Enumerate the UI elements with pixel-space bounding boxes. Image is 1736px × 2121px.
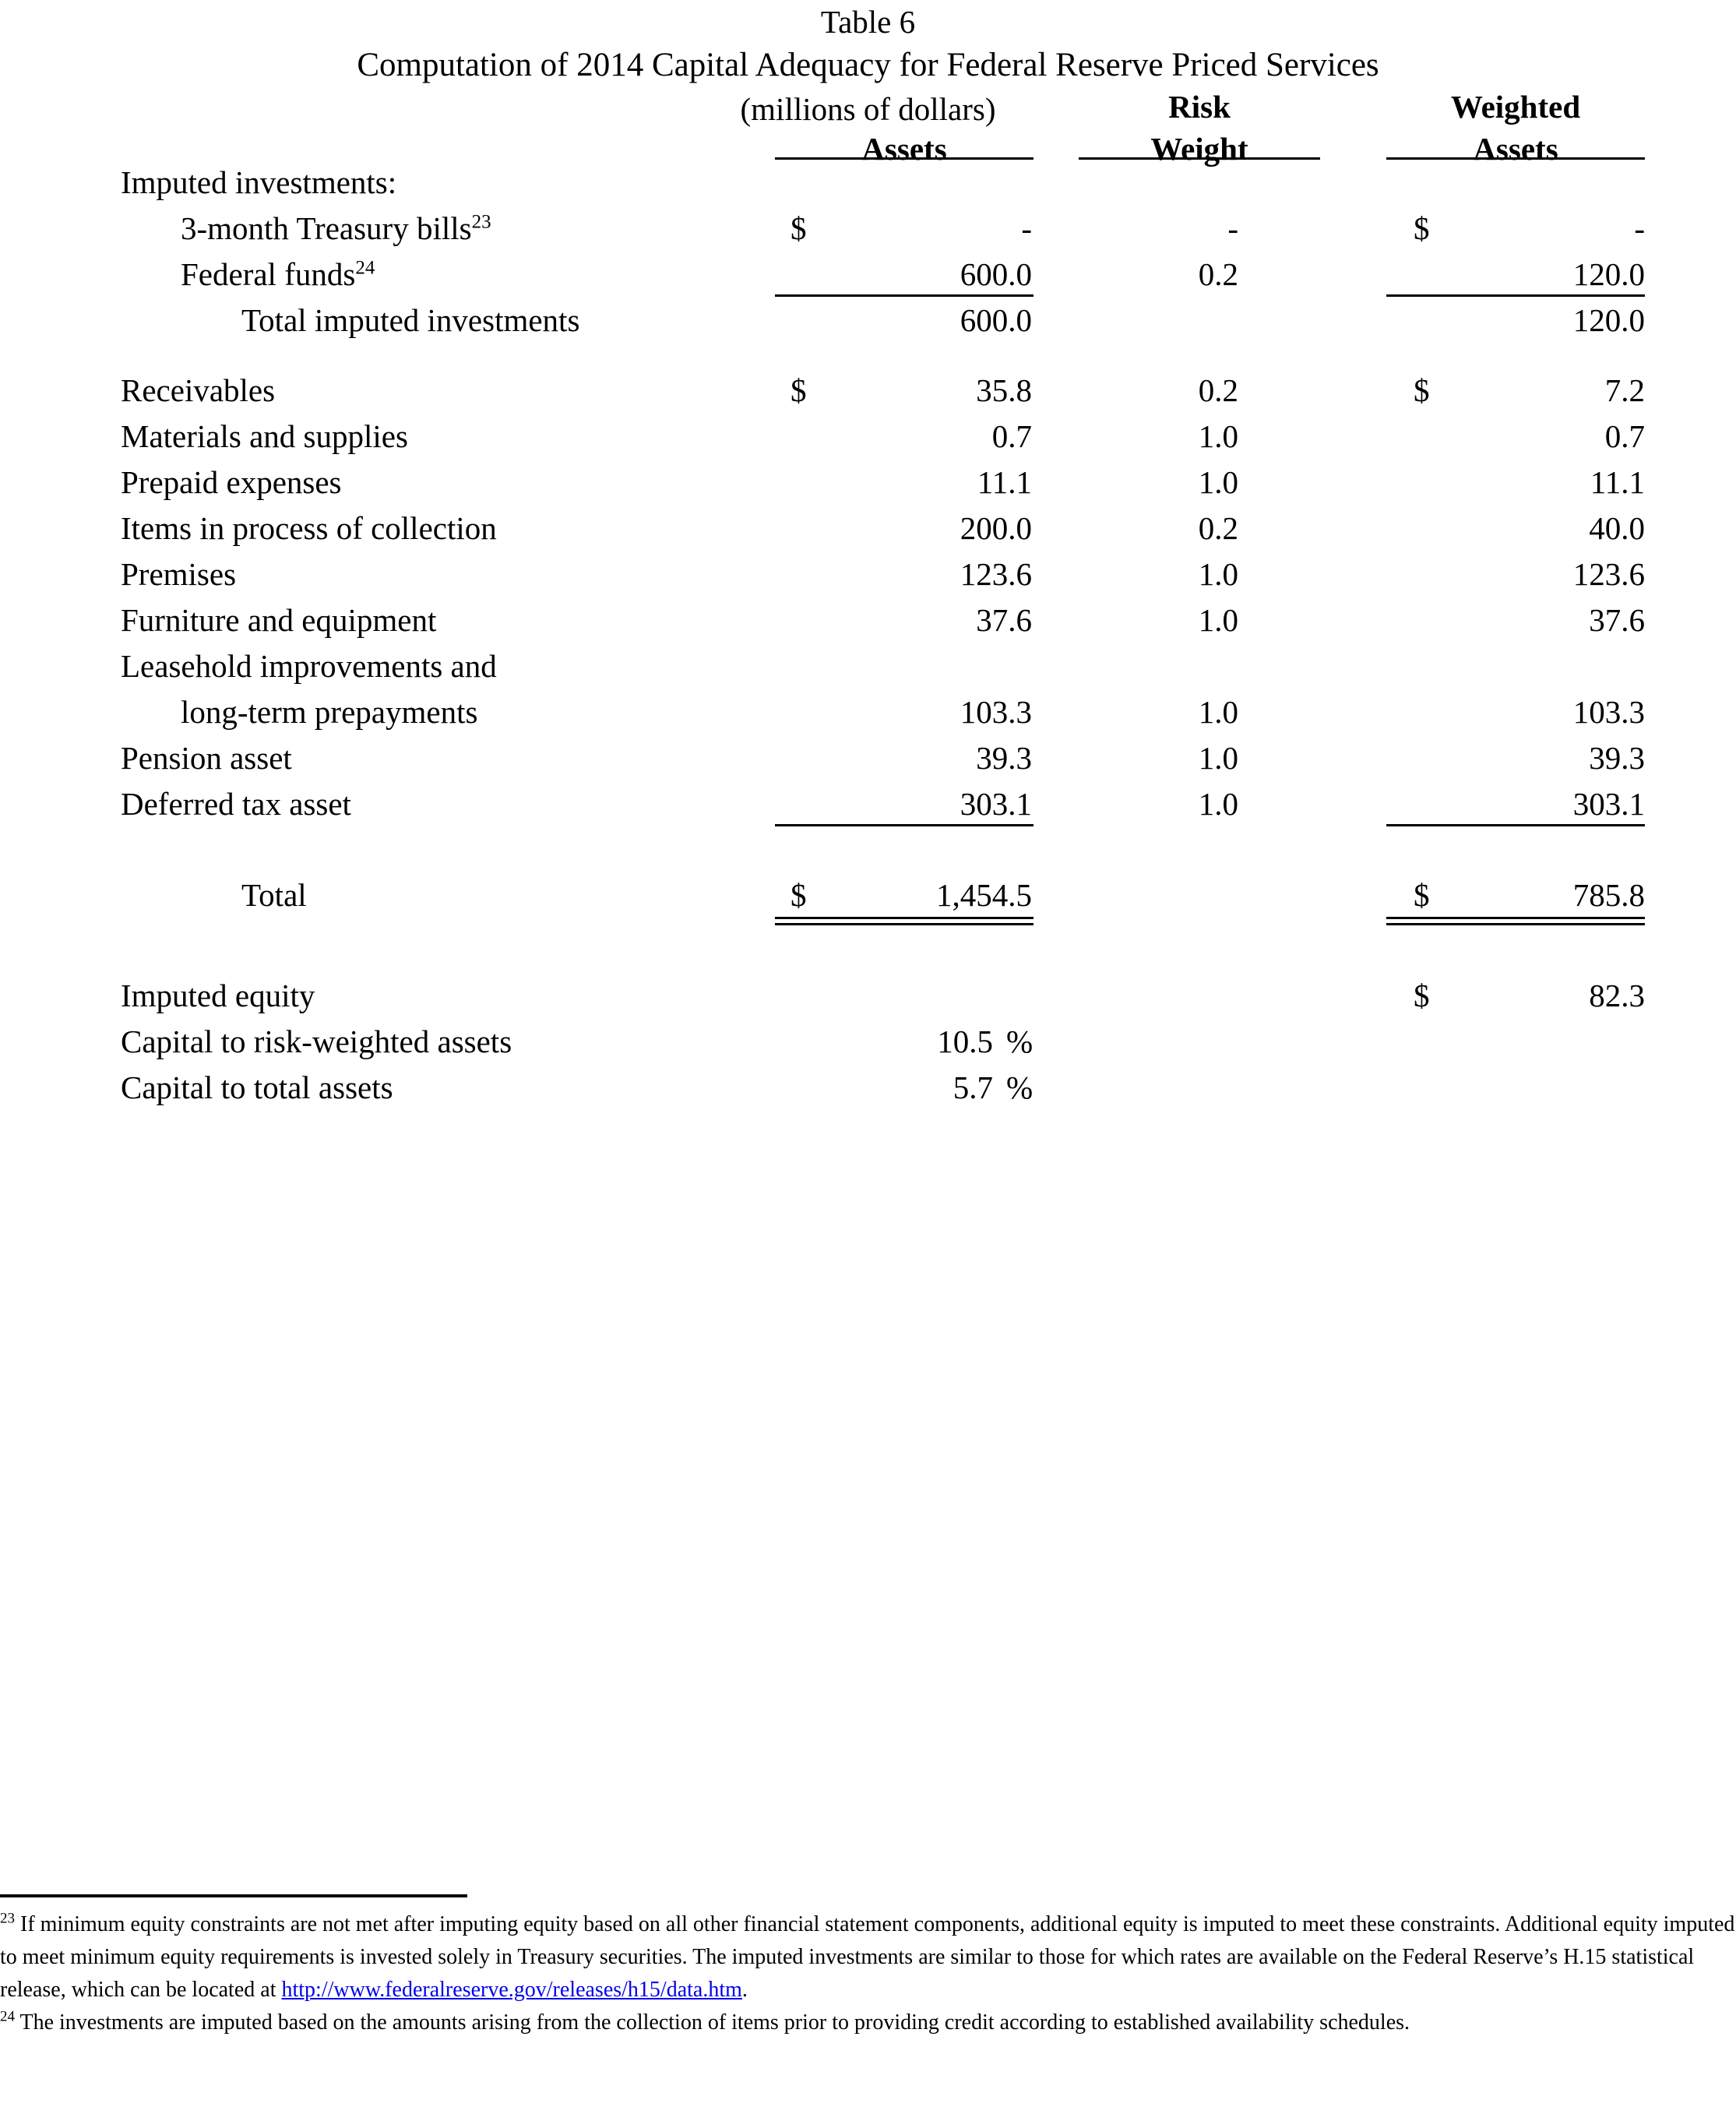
column-header-assets: Assets — [861, 131, 947, 167]
cell-percent-sign: % — [1006, 1069, 1034, 1105]
footnote-24-text: The investments are imputed based on the amounts arising from the collection of items prior to providing credit according to established availability schedules. — [15, 2010, 1410, 2035]
column-header-risk-weight-line1: Risk — [1168, 89, 1231, 125]
cell-weighted-value: 40.0 — [1589, 510, 1645, 546]
cell-assets-symbol: $ — [791, 372, 807, 408]
row-label-items-in-process: Items in process of collection — [121, 510, 497, 546]
subtotal-rule-assets — [775, 294, 1034, 297]
cell-percent-value: 5.7 — [953, 1069, 993, 1105]
row-label-capital-to-risk-weighted: Capital to risk-weighted assets — [121, 1024, 512, 1059]
cell-risk-weight: 1.0 — [1198, 786, 1238, 822]
cell-assets-value: 600.0 — [960, 302, 1032, 338]
cell-assets-value: 200.0 — [960, 510, 1032, 546]
row-label-leasehold-improvements: Leasehold improvements and — [121, 648, 497, 684]
row-label-total: Total — [241, 877, 307, 913]
cell-assets-value: 123.6 — [960, 556, 1032, 592]
row-label-long-term-prepayments: long-term prepayments — [181, 694, 478, 730]
table-row — [0, 160, 1736, 206]
cell-weighted-value: 123.6 — [1572, 556, 1645, 592]
row-label-total-imputed-investments: Total imputed investments — [241, 302, 580, 338]
cell-risk-weight: 0.2 — [1198, 510, 1238, 546]
cell-weighted-value: 39.3 — [1589, 740, 1645, 776]
cell-risk-weight: 1.0 — [1198, 740, 1238, 776]
page-title: Computation of 2014 Capital Adequacy for Federal Reserve Priced Services — [357, 47, 1379, 83]
footnote-ref-24: 24 — [355, 257, 375, 279]
cell-weighted-symbol: $ — [1414, 877, 1430, 913]
cell-assets-value: 0.7 — [991, 418, 1032, 454]
row-label-treasury-bills-text: 3-month Treasury bills — [181, 210, 472, 246]
cell-assets-value: 1,454.5 — [936, 877, 1032, 913]
cell-weighted-value: 0.7 — [1604, 418, 1645, 454]
row-label-prepaid-expenses: Prepaid expenses — [121, 464, 342, 500]
footnote-23-url-link[interactable]: http://www.federalreserve.gov/releases/h15/data.htm — [281, 1978, 742, 2002]
table-row — [0, 872, 1736, 918]
cell-assets-value: 37.6 — [976, 602, 1032, 638]
cell-assets-value: 103.3 — [960, 694, 1032, 730]
footnote-list — [0, 1908, 1736, 2039]
cell-weighted-value: 11.1 — [1590, 464, 1645, 500]
footnote-ref-23: 23 — [471, 211, 491, 233]
table-row — [0, 735, 1736, 781]
title-units: (millions of dollars) — [740, 91, 996, 127]
footnote-24-mark: 24 — [0, 2008, 15, 2025]
footnote-23 — [0, 1908, 1736, 2006]
cell-assets-symbol: $ — [791, 877, 807, 913]
cell-assets-value: 35.8 — [976, 372, 1032, 408]
table-row — [0, 1065, 1736, 1111]
row-label-pension-asset: Pension asset — [121, 740, 292, 776]
table-body — [0, 160, 1736, 1111]
cell-weighted-symbol: $ — [1414, 372, 1430, 408]
cell-weighted-value: 120.0 — [1572, 302, 1645, 338]
row-label-premises: Premises — [121, 556, 237, 592]
cell-weighted-symbol: $ — [1414, 210, 1430, 246]
footnote-23-text: If minimum equity constraints are not met after imputing equity based on all other financial statement components, additional equity is imputed to meet these constraints. Additional equity imputed to meet minimum equity requirements is invested solely in Treasury securities. The imputed investments are similar to those for which rates are available on the Federal Reserve’s H.15 statistical release, which can be located at — [0, 1912, 1735, 2002]
cell-percent-sign: % — [1006, 1024, 1034, 1059]
row-spacer — [0, 346, 1736, 368]
footnote-23-mark: 23 — [0, 1910, 15, 1927]
cell-weighted-symbol: $ — [1414, 978, 1430, 1013]
cell-percent-value: 10.5 — [937, 1024, 993, 1059]
row-label-capital-to-total-assets: Capital to total assets — [121, 1069, 393, 1105]
table-row — [0, 643, 1736, 689]
table-row — [0, 1019, 1736, 1065]
table-number: Table 6 — [820, 4, 916, 40]
cell-risk-weight: 1.0 — [1198, 694, 1238, 730]
table-header — [0, 89, 1736, 167]
table-row — [0, 506, 1736, 551]
cell-risk-weight: 0.2 — [1198, 256, 1238, 292]
total-rule-weighted — [1386, 824, 1645, 826]
footnote-24 — [0, 2006, 1736, 2039]
cell-assets-value: - — [1021, 210, 1032, 246]
table-row — [0, 781, 1736, 827]
table-row — [0, 298, 1736, 346]
row-label-imputed-equity: Imputed equity — [121, 978, 315, 1013]
table-row — [0, 460, 1736, 506]
table-row — [0, 252, 1736, 298]
row-label-treasury-bills — [181, 206, 491, 252]
row-label-materials-and-supplies: Materials and supplies — [121, 418, 408, 454]
column-header-weighted-assets-line1: Weighted — [1450, 89, 1581, 125]
subtotal-rule-weighted — [1386, 294, 1645, 297]
table-row — [0, 973, 1736, 1019]
cell-risk-weight: - — [1227, 210, 1238, 246]
cell-assets-symbol: $ — [791, 210, 807, 246]
column-header-weighted-assets-line2: Assets — [1473, 131, 1558, 167]
table-row — [0, 597, 1736, 643]
row-label-deferred-tax-asset: Deferred tax asset — [121, 786, 351, 822]
cell-risk-weight: 1.0 — [1198, 418, 1238, 454]
cell-risk-weight: 1.0 — [1198, 556, 1238, 592]
column-header-risk-weight-line2: Weight — [1150, 131, 1248, 167]
table-row — [0, 689, 1736, 735]
row-spacer — [0, 827, 1736, 872]
footnote-separator — [0, 1894, 467, 1897]
table-row — [0, 551, 1736, 597]
cell-weighted-value: 82.3 — [1589, 978, 1645, 1013]
row-label-imputed-investments: Imputed investments: — [121, 164, 397, 200]
cell-risk-weight: 0.2 — [1198, 372, 1238, 408]
cell-risk-weight: 1.0 — [1198, 602, 1238, 638]
cell-weighted-value: 120.0 — [1572, 256, 1645, 292]
cell-assets-value: 600.0 — [960, 256, 1032, 292]
row-spacer — [0, 918, 1736, 973]
row-label-federal-funds-text: Federal funds — [181, 256, 356, 292]
cell-assets-value: 11.1 — [977, 464, 1032, 500]
table-row — [0, 414, 1736, 460]
cell-weighted-value: 37.6 — [1589, 602, 1645, 638]
cell-assets-value: 303.1 — [960, 786, 1032, 822]
row-label-furniture-and-equipment: Furniture and equipment — [121, 602, 437, 638]
cell-weighted-value: 103.3 — [1572, 694, 1645, 730]
footnote-23-text-end: . — [741, 1978, 748, 2002]
row-label-receivables: Receivables — [121, 372, 276, 408]
cell-weighted-value: - — [1634, 210, 1645, 246]
cell-weighted-value: 303.1 — [1572, 786, 1645, 822]
cell-assets-value: 39.3 — [976, 740, 1032, 776]
table-row — [0, 206, 1736, 252]
cell-weighted-value: 785.8 — [1572, 877, 1645, 913]
total-rule-assets — [775, 824, 1034, 826]
cell-weighted-value: 7.2 — [1604, 372, 1645, 408]
table-row — [0, 368, 1736, 414]
row-label-federal-funds — [181, 252, 375, 298]
cell-risk-weight: 1.0 — [1198, 464, 1238, 500]
